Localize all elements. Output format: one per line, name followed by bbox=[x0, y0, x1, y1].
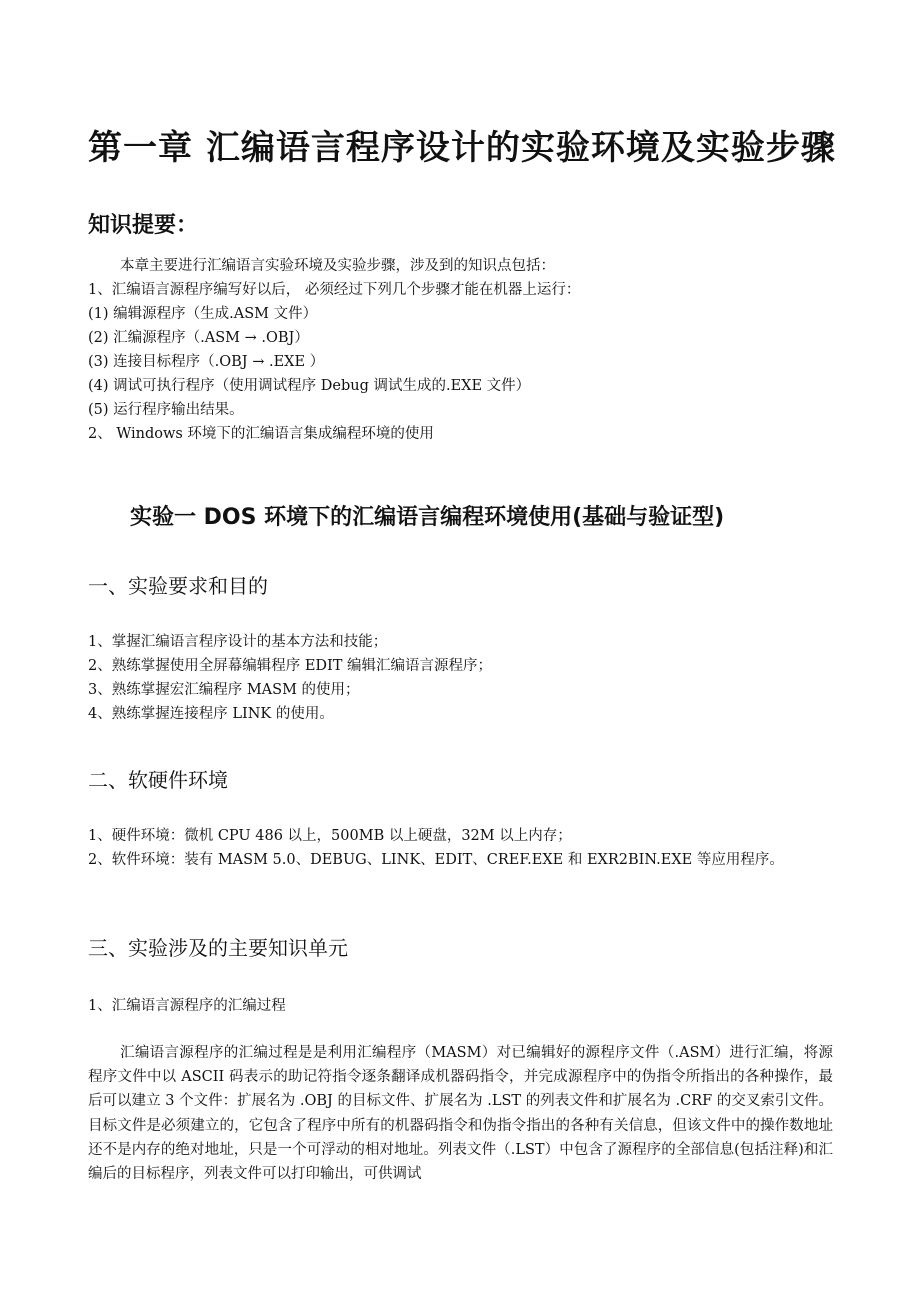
section3-subheading: 1、汇编语言源程序的汇编过程 bbox=[88, 998, 286, 1014]
list-item: (1) 编辑源程序（生成.ASM 文件） bbox=[88, 306, 318, 322]
list-item: 2、熟练掌握使用全屏幕编辑程序 EDIT 编辑汇编语言源程序； bbox=[88, 658, 493, 674]
list-item: 2、软件环境：装有 MASM 5.0、DEBUG、LINK、EDIT、CREF.EXE 和 EXR2BIN.EXE 等应用程序。 bbox=[88, 852, 784, 868]
list-item: (5) 运行程序输出结果。 bbox=[88, 402, 244, 418]
section1-list bbox=[88, 630, 492, 726]
list-item: 3、熟练掌握宏汇编程序 MASM 的使用； bbox=[88, 682, 360, 698]
list-item: (2) 汇编源程序（.ASM → .OBJ） bbox=[88, 330, 309, 346]
list-item: 1、汇编语言源程序编写好以后， 必须经过下列几个步骤才能在机器上运行： bbox=[88, 282, 581, 298]
list-item: (3) 连接目标程序（.OBJ → .EXE ） bbox=[88, 354, 325, 370]
list-item: 4、熟练掌握连接程序 LINK 的使用。 bbox=[88, 706, 334, 722]
experiment-title: 实验一 DOS 环境下的汇编语言编程环境使用(基础与验证型) bbox=[130, 505, 725, 530]
section3-paragraph: 汇编语言源程序的汇编过程是是利用汇编程序（MASM）对已编辑好的源程序文件（.ASM）进行汇编，将源程序文件中以 ASCII 码表示的助记符指令逐条翻译成机器码指令，并完成源程序中的伪指令所指出的各种操作，最后可以建立 3 个文件：扩展名为 .OBJ 的目标文件、扩展名为 .LST 的列表文件和扩展名为 .CRF 的交叉索引文件。目标文件是必须建立的，它包含了程序中所有的机器码指令和伪指令指出的各种有关信息，但该文件中的操作数地址还不是内存的绝对地址，只是一个可浮动的相对地址。列表文件（.LST）中包含了源程序的全部信息(包括注释)和汇编后的目标程序，列表文件可以打印输出，可供调试 bbox=[88, 1045, 833, 1183]
list-item: 1、掌握汇编语言程序设计的基本方法和技能； bbox=[88, 634, 388, 650]
list-item: 2、 Windows 环境下的汇编语言集成编程环境的使用 bbox=[88, 426, 434, 442]
section2-list bbox=[88, 824, 784, 872]
knowledge-heading: 知识提要： bbox=[88, 213, 199, 238]
chapter-title: 第一章 汇编语言程序设计的实验环境及实验步骤 bbox=[88, 128, 836, 168]
section3-heading: 三、实验涉及的主要知识单元 bbox=[88, 936, 348, 960]
section1-heading: 一、实验要求和目的 bbox=[88, 574, 268, 598]
section2-heading: 二、软硬件环境 bbox=[88, 768, 228, 792]
section3-sub bbox=[88, 994, 286, 1018]
knowledge-intro: 本章主要进行汇编语言实验环境及实验步骤，涉及到的知识点包括： bbox=[120, 258, 555, 274]
list-item: 1、硬件环境：微机 CPU 486 以上，500MB 以上硬盘，32M 以上内存； bbox=[88, 828, 572, 844]
list-item: (4) 调试可执行程序（使用调试程序 Debug 调试生成的.EXE 文件） bbox=[88, 378, 531, 394]
knowledge-list bbox=[88, 254, 580, 446]
